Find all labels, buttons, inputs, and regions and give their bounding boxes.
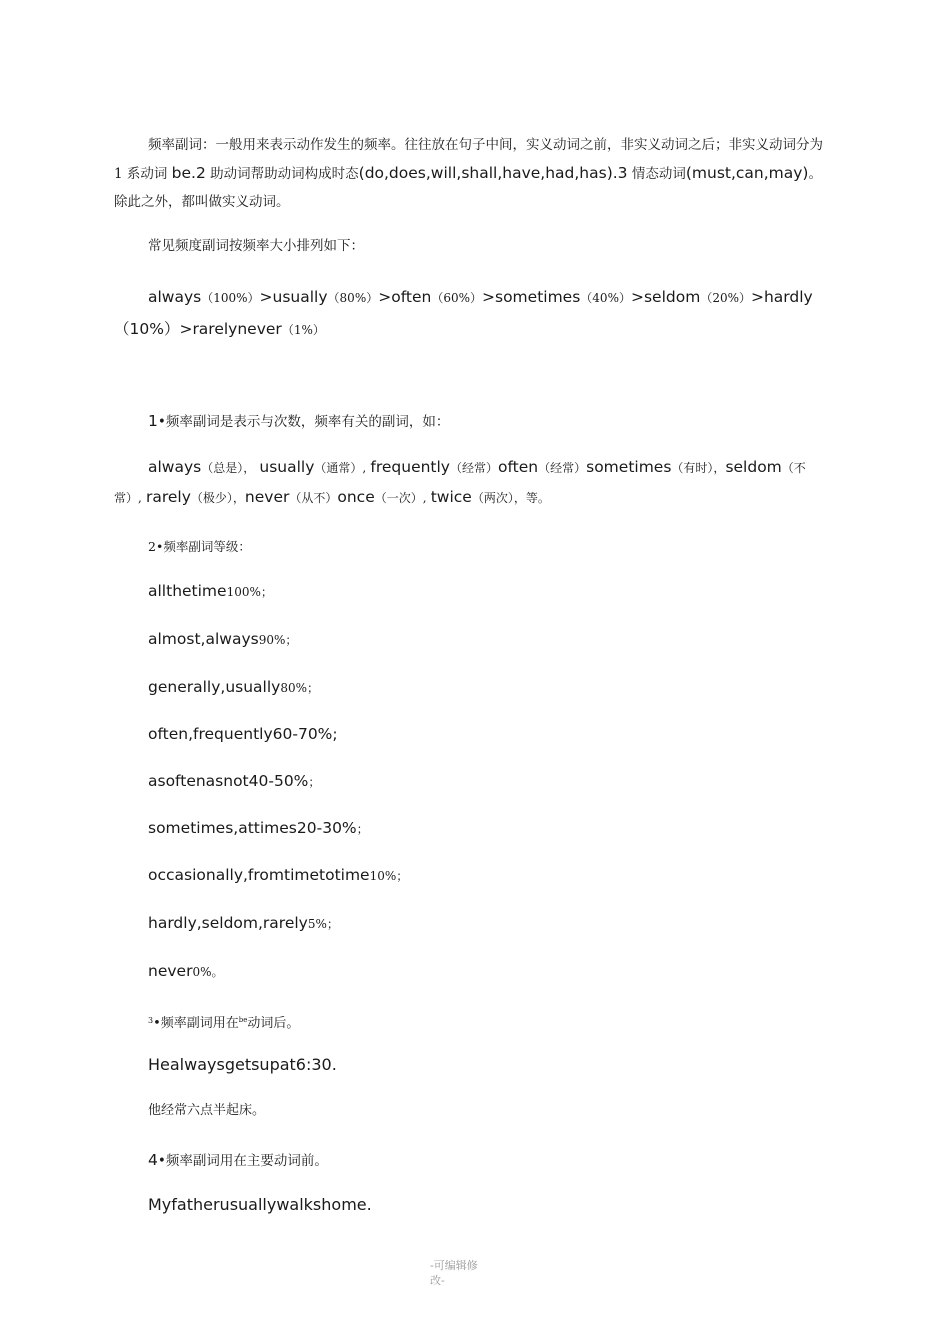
frequency-level [148,677,319,696]
level-pct: ； [356,822,369,836]
example-gloss: （一次）, [374,491,427,505]
frequency-level [148,724,338,743]
rank-word: >sometimes [482,288,581,306]
rank-word: always [148,288,202,306]
level-words: never [148,962,193,980]
rank-pct: （100%） [201,291,260,305]
example-word: rarely [145,488,191,506]
section2-heading: 2•频率副词等级： [148,539,251,554]
section1-examples [114,453,824,513]
rank-pct: （60%） [431,291,483,305]
level-words: often,frequently60-70%; [148,725,338,743]
section3-example: Healwaysgetsupat6:30. [148,1055,337,1074]
section4-example: Myfatherusuallywalkshome. [148,1195,372,1214]
example-word: sometimes [586,458,672,476]
be-word: be [238,1016,248,1024]
level-words: occasionally,fromtimetotime [148,866,370,884]
frequency-level [148,771,320,790]
intro-text-4: (do,does,will,shall,have,had,has).3 [358,164,628,182]
frequency-level [148,961,224,980]
example-gloss: （不常）, [114,461,806,505]
page-footer: -可编辑修改- [430,1259,478,1287]
example-gloss: （有时）， [671,461,726,475]
level-pct: 10%； [369,869,409,883]
example-word: seldom [725,458,782,476]
example-word: often [498,458,539,476]
section4-heading [148,1146,328,1175]
level-pct: 80%； [280,681,320,695]
section-number: 1 [148,412,158,430]
frequency-level [148,818,369,837]
intro-text-5: 情态动词 [627,166,686,182]
rank-pct: （80%） [327,291,379,305]
rank-pct: （1%） [281,323,325,337]
level-pct: ； [308,775,321,789]
level-pct: 100%； [226,585,273,599]
rank-word: >seldom [630,288,701,306]
ranking-intro: 常见频度副词按频率大小排列如下： [148,238,364,254]
section-heading-text: •频率副词用在主要动词前。 [157,1153,328,1169]
level-words: hardly,seldom,rarely [148,914,308,932]
example-gloss: （经常） [538,461,587,475]
section-heading-text: •频率副词是表示与次数，频率有关的副词，如： [157,414,450,430]
example-gloss: （总是）， [201,461,256,475]
frequency-level [148,913,339,932]
level-pct: 5%； [307,917,339,931]
section1-heading [148,407,449,436]
frequency-level [148,629,297,648]
section3-translation: 他经常六点半起床。 [148,1103,266,1118]
level-words: asoftenasnot40-50% [148,772,309,790]
rank-word: >hardly（10%）>rarelynever [114,288,813,338]
section-number: 4 [148,1151,158,1169]
level-words: sometimes,attimes20-30% [148,819,357,837]
section-heading-text: •频率副词用在 [153,1016,239,1031]
example-word: frequently [370,458,450,476]
example-gloss: （极少）， [190,491,245,505]
example-word: twice [430,488,472,506]
rank-pct: （20%） [700,291,751,305]
example-word: never [244,488,290,506]
level-pct: 0%。 [192,965,224,979]
intro-text-1: 频率副词：一般用来表示动作发生的频率。往往放在句子中间，实义动词之前，非实义动词之后；非实义动词分为 1 系动词 [114,137,823,182]
rank-word: >often [378,288,432,306]
example-gloss: （经常） [449,461,498,475]
section-heading-text: 动词后。 [247,1016,300,1031]
intro-text-7: 。除此之外，都叫做实义动词。 [114,166,822,210]
example-gloss: （通常）, [314,461,367,475]
frequency-level [148,581,273,600]
ranking-paragraph [114,282,824,346]
section-number: 3 [148,1016,154,1025]
example-gloss: （两次），等。 [471,491,550,505]
level-pct: 90%； [258,633,298,647]
intro-text-3: 助动词帮助动词构成时态 [205,166,359,182]
intro-paragraph [114,131,824,216]
rank-pct: （40%） [580,291,631,305]
level-words: generally,usually [148,678,281,696]
intro-text-2: be.2 [171,164,206,182]
example-gloss: （从不） [289,491,338,505]
intro-text-6: (must,can,may) [685,164,809,182]
frequency-level [148,865,408,884]
example-word: always [148,458,202,476]
level-words: allthetime [148,582,227,600]
level-words: almost,always [148,630,259,648]
example-word: once [337,488,375,506]
rank-word: >usually [259,288,328,306]
example-word: usually [259,458,315,476]
section3-heading [148,1006,299,1038]
